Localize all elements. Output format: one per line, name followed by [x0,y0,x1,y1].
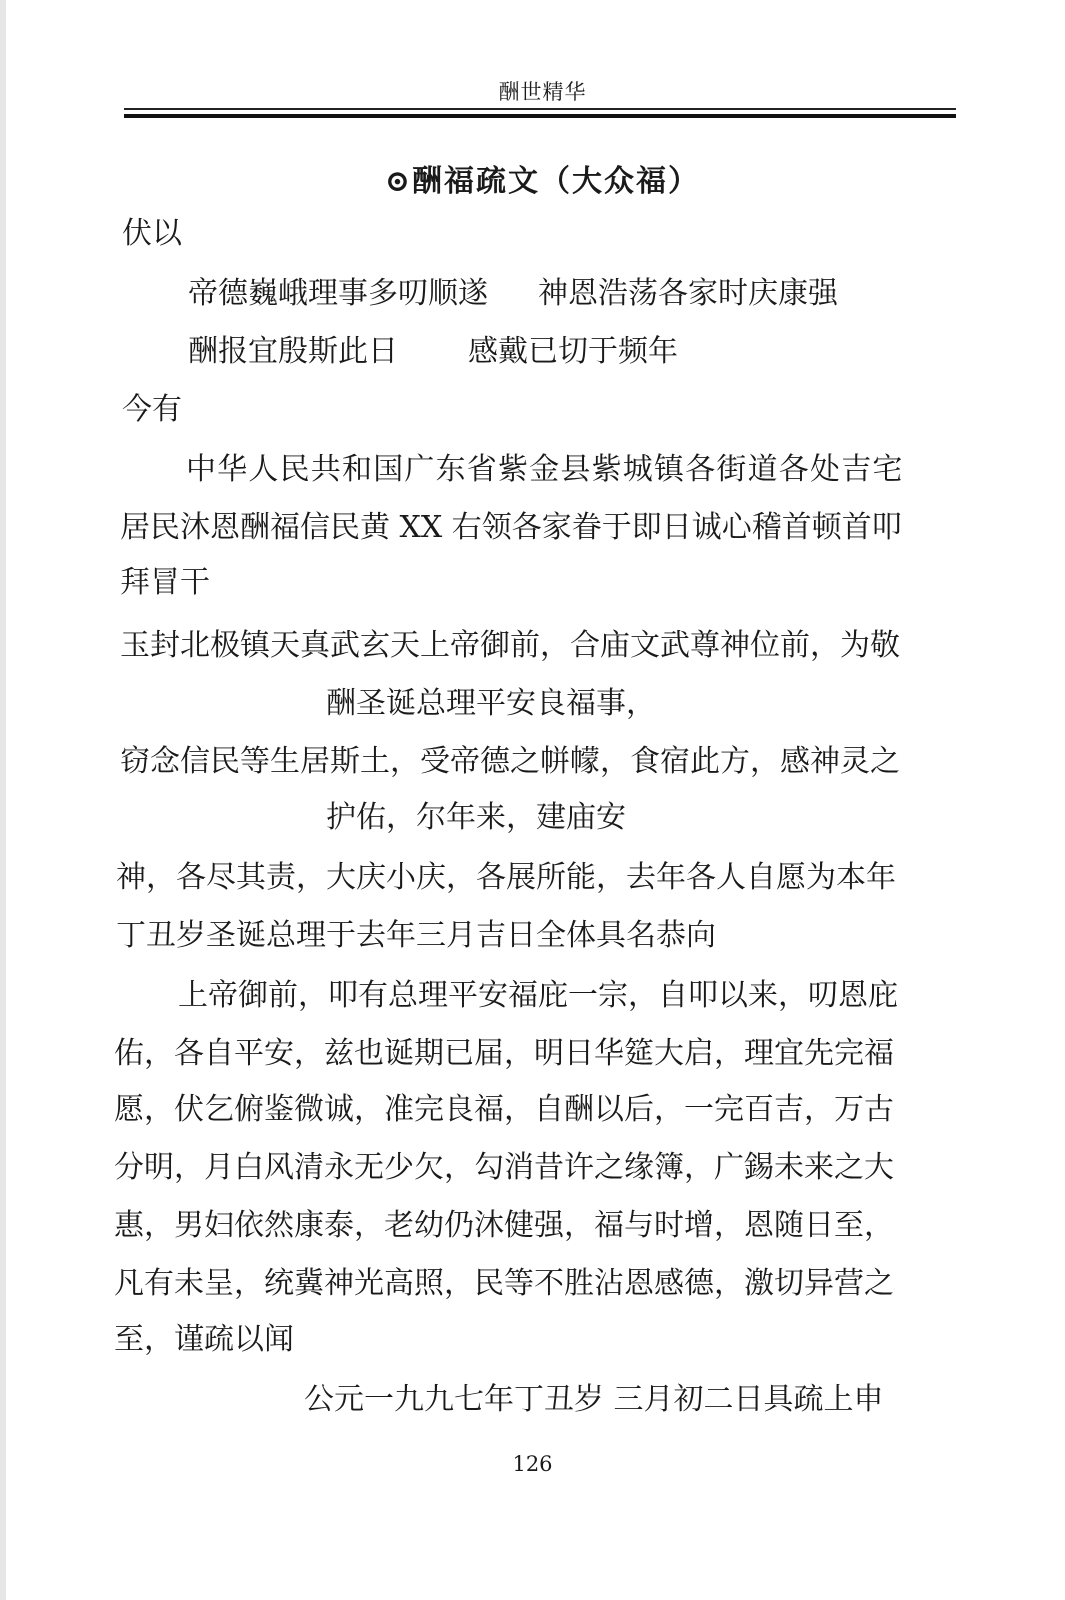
body-line: 佑，各自平安，兹也诞期已届，明日华筵大启，理宜先完福 [114,1036,894,1071]
body-line: 至，谨疏以闻 [114,1322,294,1357]
couplet-2-right: 感戴已切于频年 [468,334,678,369]
running-header: 酬世精华 [498,80,587,104]
couplet-2-left: 酬报宜殷斯此日 [188,334,398,369]
body-line: 窃念信民等生居斯土，受帝德之帡幪，食宿此方，感神灵之 [120,744,900,779]
body-line: 玉封北极镇天真武玄天上帝御前，合庙文武尊神位前，为敬 [120,628,900,663]
body-line: 愿，伏乞俯鉴微诚，准完良福，自酬以后，一完百吉，万古 [114,1092,894,1127]
body-line: 中华人民共和国广东省紫金县紫城镇各街道各处吉宅 [186,452,904,487]
body-line: 惠，男妇依然康泰，老幼仍沐健强，福与时增，恩随日至， [114,1208,894,1243]
date-line: 公元一九九七年丁丑岁 三月初二日具疏上申 [304,1382,884,1417]
couplet-line-1 [188,274,838,314]
body-line: 丁丑岁圣诞总理于去年三月吉日全体具名恭向 [116,918,716,953]
opening-line: 伏以 [122,216,182,251]
page-number: 126 [512,1452,553,1476]
body-line: 神，各尽其责，大庆小庆，各展所能，去年各人自愿为本年 [116,860,896,895]
body-line: 护佑，尔年来，建庙安 [326,800,626,835]
now-line: 今有 [122,392,182,427]
couplet-1-left: 帝德巍峨理事多叨顺遂 [188,276,488,311]
document-title: ⊙酬福疏文（大众福） [384,164,701,199]
body-line: 拜冒干 [120,565,210,600]
body-line: 分明，月白风清永无少欠，勾消昔许之缘簿，广錫未来之大 [114,1150,894,1185]
body-line: 上帝御前，叩有总理平安福庇一宗，自叩以来，叨恩庇 [178,978,898,1013]
scan-edge-shadow [0,0,6,1600]
header-rule-thick [124,114,956,118]
couplet-1-right: 神恩浩荡各家时庆康强 [538,276,838,311]
header-rule-thin [124,108,956,110]
body-line: 酬圣诞总理平安良福事， [326,686,656,721]
couplet-line-2 [188,332,678,372]
body-line: 居民沐恩酬福信民黄 XX 右领各家眷于即日诚心稽首顿首叩 [120,510,902,545]
body-line: 凡有未呈，统冀神光高照，民等不胜沾恩感德，激切异营之 [114,1266,894,1301]
